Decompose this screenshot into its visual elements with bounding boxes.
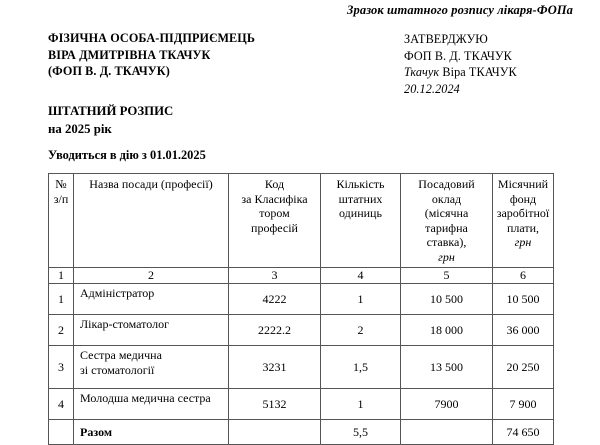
cell-salary: 7900 <box>401 389 493 420</box>
cell-salary: 13 500 <box>401 346 493 389</box>
cell-fund: 7 900 <box>493 389 554 420</box>
cell-position: Лікар-стоматолог <box>74 315 229 346</box>
approval-label: ЗАТВЕРДЖУЮ <box>404 32 488 46</box>
staff-schedule-table <box>48 173 554 445</box>
cell-code: 2222.2 <box>229 315 321 346</box>
cell-position: Разом <box>74 420 229 445</box>
document-caption: Зразок штатного розпису лікаря-ФОПа <box>347 3 573 17</box>
entrepreneur-header-block <box>48 30 255 80</box>
cell-no: 1 <box>49 284 74 315</box>
cell-code: 4222 <box>229 284 321 315</box>
header-cell-fund <box>493 174 554 268</box>
signature-glyph: Ткачук <box>404 65 440 79</box>
approval-signature-line <box>404 64 517 81</box>
colnum-3: 3 <box>229 268 321 284</box>
cell-units: 1,5 <box>321 346 401 389</box>
colnum-6: 6 <box>493 268 554 284</box>
table-row <box>49 284 554 315</box>
cell-units: 5,5 <box>321 420 401 445</box>
header-cell-fund-unit: грн <box>514 235 532 249</box>
cell-position: Адміністратор <box>74 284 229 315</box>
cell-units: 2 <box>321 315 401 346</box>
cell-position: Молодша медична сестра <box>74 389 229 420</box>
cell-position: Сестра медична зі стоматології <box>74 346 229 389</box>
header-cell-salary <box>401 174 493 268</box>
header-cell-salary-main: Посадовий оклад (місячна тарифна ставка), <box>418 177 475 249</box>
header-cell-code: Код за Класифіка тором професій <box>229 174 321 268</box>
entrepreneur-header-line-1: ФІЗИЧНА ОСОБА-ПІДПРИЄМЕЦЬ <box>48 31 256 45</box>
cell-no: 4 <box>49 389 74 420</box>
approval-block <box>404 31 517 97</box>
approval-entrepreneur: ФОП В. Д. ТКАЧУК <box>404 48 512 63</box>
header-cell-units: Кількість штатних одиниць <box>321 174 401 268</box>
approval-date: 20.12.2024 <box>404 81 460 96</box>
cell-fund: 36 000 <box>493 315 554 346</box>
cell-no <box>49 420 74 445</box>
header-cell-fund-main: Місячний фонд заробітної плати, <box>496 177 550 235</box>
colnum-2: 2 <box>74 268 229 284</box>
header-cell-position: Назва посади (професії) <box>74 174 229 268</box>
page-title-line-2: на 2025 рік <box>48 121 112 136</box>
signature-name: Віра ТКАЧУК <box>442 65 517 79</box>
effective-date-note: Уводиться в дію з 01.01.2025 <box>48 148 206 162</box>
header-cell-no: № з/п <box>49 174 74 268</box>
colnum-5: 5 <box>401 268 493 284</box>
entrepreneur-header-line-2: ВІРА ДМИТРІВНА ТКАЧУК <box>48 47 211 62</box>
table-header-row <box>49 174 554 268</box>
table-row <box>49 389 554 420</box>
table-row <box>49 346 554 389</box>
cell-no: 2 <box>49 315 74 346</box>
cell-fund: 74 650 <box>493 420 554 445</box>
cell-fund: 20 250 <box>493 346 554 389</box>
table-row <box>49 315 554 346</box>
colnum-1: 1 <box>49 268 74 284</box>
cell-units: 1 <box>321 389 401 420</box>
page-title <box>48 103 173 138</box>
cell-salary <box>401 420 493 445</box>
cell-no: 3 <box>49 346 74 389</box>
entrepreneur-header-line-3: (ФОП В. Д. ТКАЧУК) <box>48 64 170 78</box>
cell-salary: 18 000 <box>401 315 493 346</box>
cell-units: 1 <box>321 284 401 315</box>
table-column-number-row <box>49 268 554 284</box>
page-title-line-1: ШТАТНИЙ РОЗПИС <box>48 104 174 118</box>
cell-code <box>229 420 321 445</box>
staff-schedule-table-wrapper <box>48 173 553 445</box>
cell-code: 3231 <box>229 346 321 389</box>
cell-code: 5132 <box>229 389 321 420</box>
cell-salary: 10 500 <box>401 284 493 315</box>
header-cell-salary-unit: грн <box>438 249 455 264</box>
table-total-row <box>49 420 554 445</box>
colnum-4: 4 <box>321 268 401 284</box>
cell-fund: 10 500 <box>493 284 554 315</box>
